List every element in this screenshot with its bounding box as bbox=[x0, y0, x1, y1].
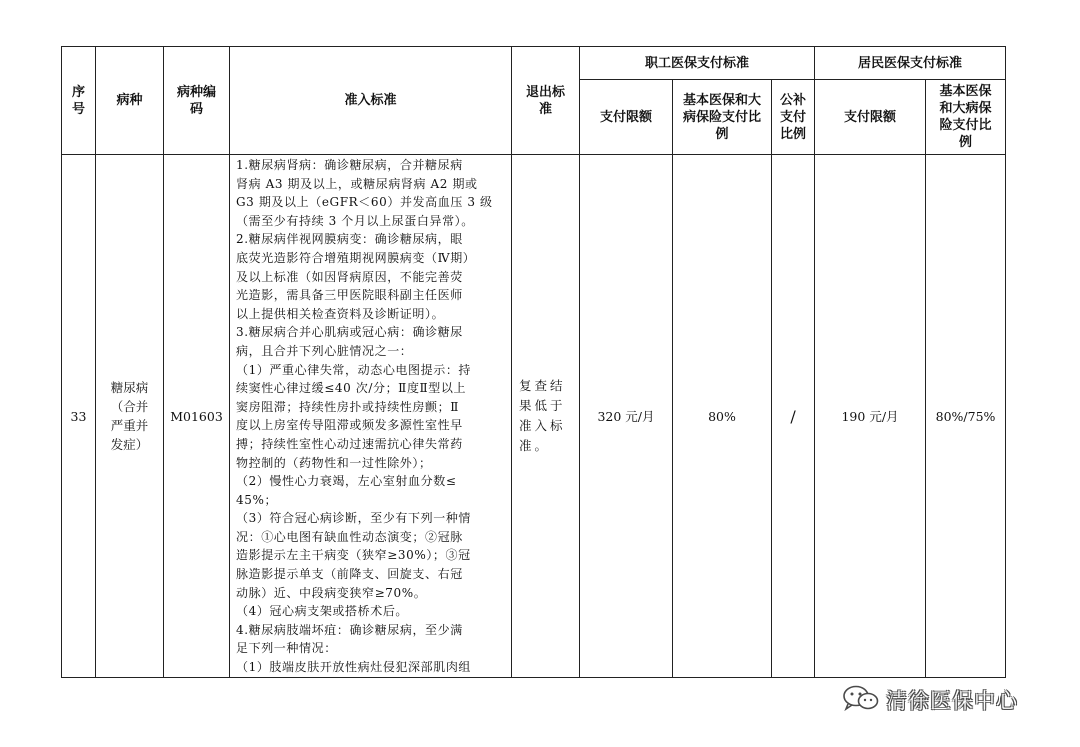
criteria-line: 况：①心电图有缺血性动态演变；②冠脉 bbox=[236, 529, 463, 544]
payment-standard-table bbox=[61, 46, 1006, 678]
header-res-ratio: 基本医保和大病保险支付比例 bbox=[926, 80, 1006, 155]
criteria-line: 病，且合并下列心脏情况之一： bbox=[236, 343, 413, 358]
cell-disease: 糖尿病（合并严重并发症） bbox=[96, 155, 164, 678]
cell-res-ratio: 80%/75% bbox=[926, 155, 1006, 678]
criteria-line: （2）慢性心力衰竭，左心室射血分数≤ bbox=[236, 474, 457, 489]
header-criteria: 准入标准 bbox=[230, 47, 512, 155]
cell-emp-subsidy: / bbox=[772, 155, 815, 678]
criteria-line: 造影提示左主干病变（狭窄≥30%）；③冠 bbox=[236, 548, 471, 563]
cell-criteria bbox=[230, 155, 512, 678]
criteria-line: （3）符合冠心病诊断，至少有下列一种情 bbox=[236, 511, 472, 526]
criteria-line: （1）严重心律失常，动态心电图提示：持 bbox=[236, 362, 472, 377]
criteria-line: G3 期及以上（eGFR＜60）并发高血压 3 级 bbox=[236, 195, 493, 210]
criteria-line: 底荧光造影符合增殖期视网膜病变（Ⅳ期） bbox=[236, 250, 476, 265]
criteria-line: 光造影，需具备三甲医院眼科副主任医师 bbox=[236, 288, 463, 303]
criteria-line: 以上提供相关检查资料及诊断证明）。 bbox=[236, 306, 445, 321]
header-disease: 病种 bbox=[96, 47, 164, 155]
header-exit: 退出标准 bbox=[512, 47, 580, 155]
header-emp-ratio: 基本医保和大病保险支付比例 bbox=[673, 80, 772, 155]
header-res-limit: 支付限额 bbox=[815, 80, 926, 155]
criteria-line: 及以上标准（如因肾病原因，不能完善荧 bbox=[236, 269, 463, 284]
criteria-line: 续窦性心律过缓≤40 次/分；Ⅱ度Ⅱ型以上 bbox=[236, 381, 467, 396]
criteria-line: 窦房阻滞；持续性房扑或持续性房颤；Ⅱ bbox=[236, 399, 459, 414]
wechat-icon bbox=[842, 684, 880, 716]
cell-emp-ratio: 80% bbox=[673, 155, 772, 678]
criteria-line: 45%； bbox=[236, 492, 278, 507]
cell-exit: 复查结果低于准入标准。 bbox=[512, 155, 580, 678]
table-row bbox=[62, 155, 1006, 678]
criteria-line: 度以上房室传导阻滞或频发多源性室性早 bbox=[236, 418, 463, 433]
criteria-line: （4）冠心病支架或搭桥术后。 bbox=[236, 604, 409, 619]
header-code: 病种编码 bbox=[164, 47, 230, 155]
header-emp-subsidy: 公补支付比例 bbox=[772, 80, 815, 155]
criteria-line: 动脉）近、中段病变狭窄≥70%。 bbox=[236, 585, 427, 600]
cell-res-limit: 190 元/月 bbox=[815, 155, 926, 678]
cell-seq: 33 bbox=[62, 155, 96, 678]
criteria-line: 脉造影提示单支（前降支、回旋支、右冠 bbox=[236, 567, 463, 582]
header-resident-group: 居民医保支付标准 bbox=[815, 47, 1006, 80]
header-employee-group: 职工医保支付标准 bbox=[580, 47, 815, 80]
criteria-line: 物控制的（药物性和一过性除外）； bbox=[236, 455, 432, 470]
criteria-line: 4.糖尿病肢端坏疽：确诊糖尿病，至少满 bbox=[236, 622, 463, 637]
criteria-line: 肾病 A3 期及以上，或糖尿病肾病 A2 期或 bbox=[236, 176, 478, 191]
header-row-1 bbox=[62, 47, 1006, 80]
header-emp-limit: 支付限额 bbox=[580, 80, 673, 155]
cell-code: M01603 bbox=[164, 155, 230, 678]
criteria-line: 2.糖尿病伴视网膜病变：确诊糖尿病，眼 bbox=[236, 232, 463, 247]
criteria-line: 足下列一种情况： bbox=[236, 641, 337, 656]
criteria-line: （需至少有持续 3 个月以上尿蛋白异常）。 bbox=[236, 213, 474, 228]
criteria-line: 搏；持续性室性心动过速需抗心律失常药 bbox=[236, 436, 463, 451]
watermark-text: 清徐医保中心 bbox=[886, 689, 1018, 713]
criteria-line: （1）肢端皮肤开放性病灶侵犯深部肌肉组 bbox=[236, 660, 472, 675]
cell-emp-limit: 320 元/月 bbox=[580, 155, 673, 678]
watermark bbox=[842, 684, 1018, 716]
header-seq: 序号 bbox=[62, 47, 96, 155]
criteria-line: 1.糖尿病肾病：确诊糖尿病，合并糖尿病 bbox=[236, 158, 463, 172]
criteria-line: 3.糖尿病合并心肌病或冠心病：确诊糖尿 bbox=[236, 325, 463, 340]
